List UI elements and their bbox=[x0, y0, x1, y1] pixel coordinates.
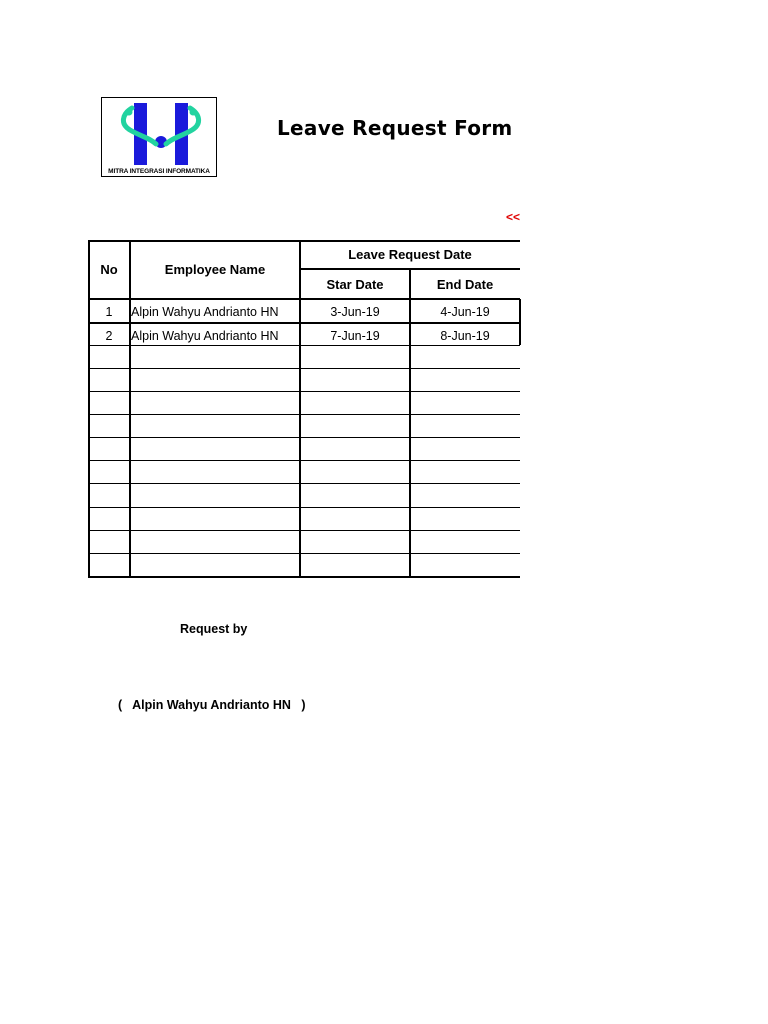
company-logo-mark-icon bbox=[102, 98, 218, 178]
table-cell-no bbox=[88, 509, 130, 532]
table-cell-start-date bbox=[300, 439, 410, 462]
table-cell-start-date: 7-Jun-19 bbox=[330, 328, 380, 343]
table-cell-start-date bbox=[300, 370, 410, 393]
logo-caption: MITRA INTEGRASI INFORMATIKA bbox=[108, 168, 210, 175]
table-cell-end-date bbox=[410, 439, 520, 462]
table-cell-employee-name bbox=[130, 370, 300, 393]
table-bottom-border bbox=[88, 576, 520, 578]
request-by-label: Request by bbox=[180, 622, 248, 636]
table-cell-no bbox=[88, 485, 130, 508]
signer-name: ( Alpin Wahyu Andrianto HN ) bbox=[118, 698, 306, 712]
right-border bbox=[519, 299, 521, 345]
table-cell-end-date: 8-Jun-19 bbox=[440, 328, 490, 343]
company-logo bbox=[101, 97, 217, 177]
table-cell-employee-name bbox=[130, 416, 300, 439]
header-end-date: End Date bbox=[436, 276, 494, 292]
table-cell-start-date bbox=[300, 485, 410, 508]
page-title: Leave Request Form bbox=[277, 116, 513, 140]
row-line bbox=[88, 553, 520, 554]
table-cell-no: 2 bbox=[105, 328, 113, 343]
table-cell-employee-name bbox=[130, 439, 300, 462]
nav-back-arrow[interactable]: << bbox=[506, 210, 520, 224]
left-border bbox=[88, 240, 90, 577]
row-line bbox=[88, 460, 520, 461]
table-cell-employee-name bbox=[130, 509, 300, 532]
table-cell-no bbox=[88, 462, 130, 485]
header-leave-request-date: Leave Request Date bbox=[348, 247, 472, 262]
table-cell-no bbox=[88, 393, 130, 416]
table-cell-employee-name bbox=[130, 462, 300, 485]
column-line bbox=[129, 240, 131, 577]
table-cell-employee-name: Alpin Wahyu Andrianto HN bbox=[131, 328, 279, 343]
row-line bbox=[88, 368, 520, 369]
table-cell-start-date bbox=[300, 509, 410, 532]
table-cell-start-date bbox=[300, 347, 410, 370]
table-cell-employee-name bbox=[130, 347, 300, 370]
table-cell-start-date bbox=[300, 416, 410, 439]
header-no: No bbox=[100, 262, 118, 277]
table-cell-end-date bbox=[410, 393, 520, 416]
table-cell-end-date bbox=[410, 509, 520, 532]
table-cell-end-date bbox=[410, 485, 520, 508]
row-line bbox=[88, 507, 520, 508]
header-start-date: Star Date bbox=[326, 276, 384, 292]
table-cell-no bbox=[88, 370, 130, 393]
table-cell-end-date bbox=[410, 347, 520, 370]
row-line bbox=[88, 530, 520, 531]
table-cell-employee-name bbox=[130, 393, 300, 416]
table-cell-no: 1 bbox=[105, 304, 113, 319]
row-line bbox=[88, 345, 520, 346]
table-cell-employee-name bbox=[130, 485, 300, 508]
table-cell-end-date: 4-Jun-19 bbox=[440, 304, 490, 319]
row-line bbox=[88, 391, 520, 392]
table-cell-start-date: 3-Jun-19 bbox=[330, 304, 380, 319]
row-line bbox=[88, 483, 520, 484]
table-cell-no bbox=[88, 347, 130, 370]
table-cell-end-date bbox=[410, 416, 520, 439]
table-cell-no bbox=[88, 416, 130, 439]
table-cell-end-date bbox=[410, 370, 520, 393]
table-cell-start-date bbox=[300, 393, 410, 416]
row-line bbox=[88, 414, 520, 415]
row-line bbox=[88, 437, 520, 438]
header-bottom-border bbox=[88, 298, 520, 300]
column-line bbox=[409, 269, 411, 577]
row-line bbox=[88, 322, 520, 324]
table-cell-no bbox=[88, 439, 130, 462]
column-line bbox=[299, 240, 301, 577]
header-employee-name: Employee Name bbox=[164, 262, 266, 277]
table-cell-end-date bbox=[410, 462, 520, 485]
table-top-border bbox=[88, 240, 520, 242]
table-cell-start-date bbox=[300, 462, 410, 485]
table-cell-employee-name: Alpin Wahyu Andrianto HN bbox=[131, 304, 279, 319]
